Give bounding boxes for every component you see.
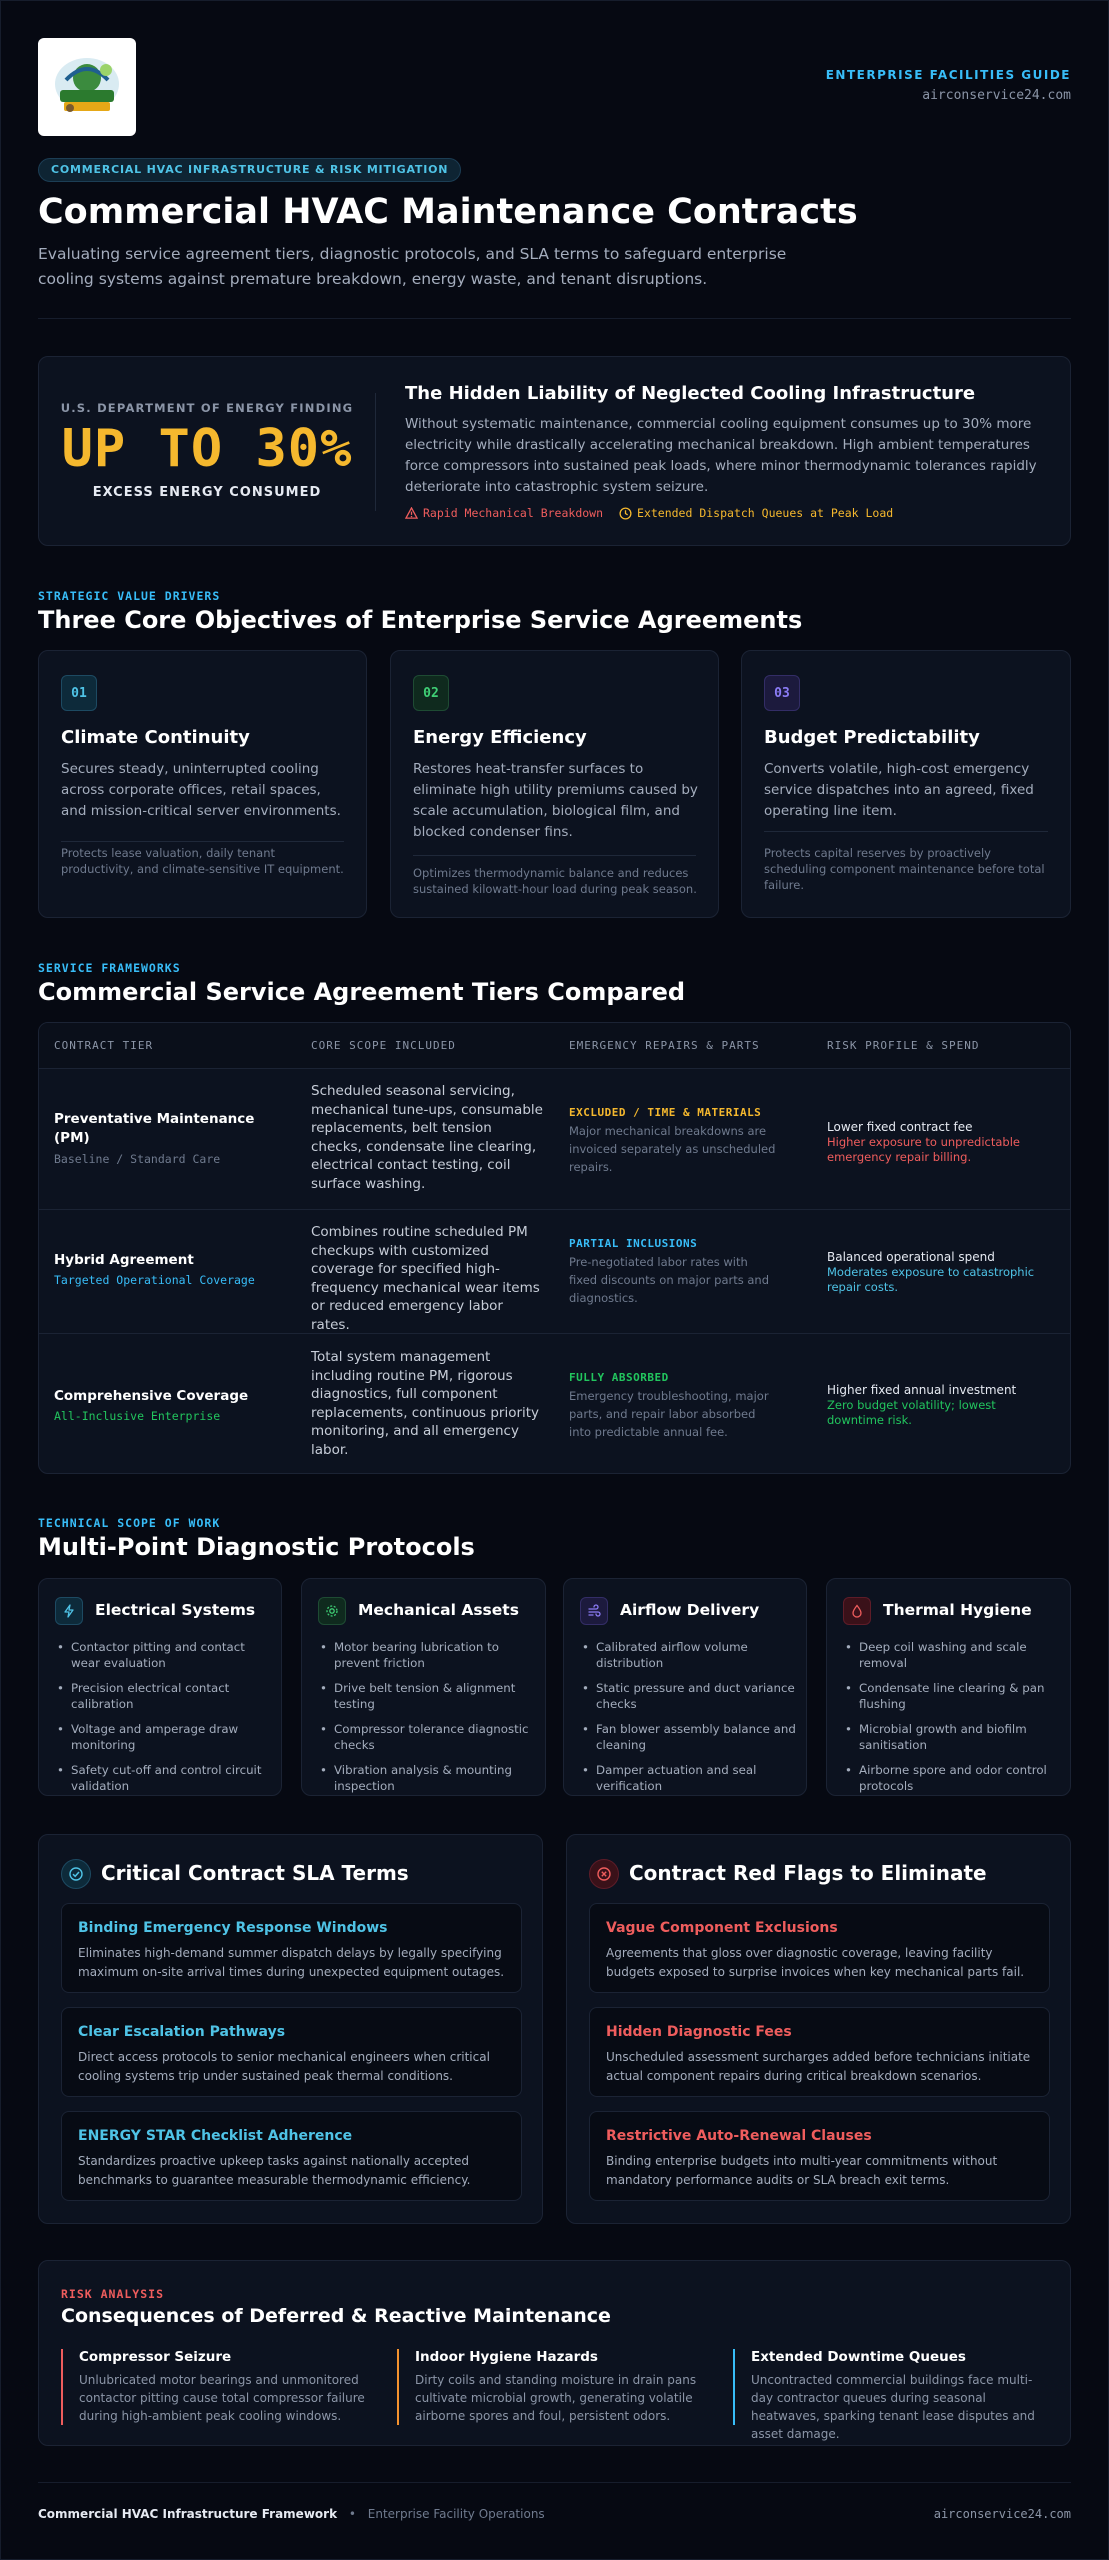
clock-icon	[619, 507, 632, 520]
tier-risk-profile: Moderates exposure to catastrophic repair costs.	[827, 1265, 1035, 1294]
objective-number: 03	[764, 675, 800, 711]
objective-number: 01	[61, 675, 97, 711]
diagnostic-list	[55, 1639, 271, 1803]
page-subtitle: Evaluating service agreement tiers, diagnostic protocols, and SLA terms to safeguard enterprise cooling systems against premature breakdown, energy waste, and tenant disruptions.	[38, 245, 787, 288]
header-meta	[826, 68, 1071, 103]
objective-card-energy	[390, 650, 719, 918]
tier-emergency-detail: Major mechanical breakdowns are invoiced separately as unscheduled repairs.	[569, 1124, 776, 1174]
footer-site-link[interactable]: airconservice24.com	[933, 2507, 1071, 2521]
category-badge: COMMERCIAL HVAC INFRASTRUCTURE & RISK MITIGATION	[38, 158, 461, 182]
list-item: • Safety cut-off and control circuit validation	[55, 1762, 271, 1794]
diagnostics-kicker: TECHNICAL SCOPE OF WORK	[38, 1516, 221, 1530]
x-circle-icon	[589, 1859, 619, 1889]
finding-subtext: EXCESS ENERGY CONSUMED	[92, 485, 322, 500]
footer-department: Enterprise Facility Operations	[367, 2507, 545, 2521]
list-item: • Drive belt tension & alignment testing	[318, 1680, 534, 1712]
list-item: • Damper actuation and seal verification	[580, 1762, 796, 1794]
objective-body: Converts volatile, high-cost emergency service dispatches into an agreed, fixed operating line item.	[764, 761, 1034, 819]
sla-item-title: ENERGY STAR Checklist Adherence	[78, 2128, 353, 2144]
finding-divider	[375, 393, 376, 511]
list-item: • Precision electrical contact calibration	[55, 1680, 271, 1712]
redflags-title: Contract Red Flags to Eliminate	[629, 1861, 987, 1885]
sla-item	[61, 2007, 522, 2097]
tier-name: Comprehensive Coverage	[54, 1388, 249, 1404]
risk-item-title: Indoor Hygiene Hazards	[415, 2349, 598, 2365]
risk-item	[397, 2349, 712, 2425]
list-item: • Calibrated airflow volume distribution	[580, 1639, 796, 1671]
objective-divider	[764, 831, 1048, 832]
list-item: • Motor bearing lubrication to prevent friction	[318, 1639, 534, 1671]
sla-item-body: Eliminates high-demand summer dispatch delays by legally specifying maximum on-site arrival times during unexpected equipment outages.	[78, 1946, 505, 1979]
sla-item-body: Direct access protocols to senior mechanical engineers when critical cooling systems trip under sustained peak thermal conditions.	[78, 2050, 490, 2083]
objective-footnote: Optimizes thermodynamic balance and reduces sustained kilowatt-hour load during peak season.	[413, 866, 697, 896]
header-divider	[38, 318, 1071, 319]
finding-paragraph: Without systematic maintenance, commercial cooling equipment consumes up to 30% more electricity while drastically accelerating mechanical breakdown. High ambient temperatures force compressors into sustained peak loads, where minor thermodynamic tolerances rapidly deteriorate into catastrophic system seizure.	[405, 416, 1037, 495]
footer-separator: •	[348, 2507, 356, 2521]
sla-item-body: Standardizes proactive upkeep tasks against nationally accepted benchmarks to guarantee measurable thermodynamic efficiency.	[78, 2154, 471, 2187]
diagnostics-title: Multi-Point Diagnostic Protocols	[38, 1533, 475, 1561]
tier-name: Hybrid Agreement	[54, 1252, 194, 1268]
gear-icon	[318, 1597, 346, 1625]
list-item: • Condensate line clearing & pan flushing	[843, 1680, 1059, 1712]
footer-left	[38, 2507, 545, 2521]
guide-label: ENTERPRISE FACILITIES GUIDE	[825, 68, 1071, 82]
page-title: Commercial HVAC Maintenance Contracts	[38, 192, 858, 232]
finding-tags	[405, 506, 1045, 520]
diagnostic-list	[843, 1639, 1059, 1803]
redflag-item-title: Hidden Diagnostic Fees	[606, 2024, 792, 2040]
tiers-title: Commercial Service Agreement Tiers Compared	[38, 978, 686, 1006]
diagnostic-card-mechanical	[301, 1578, 546, 1796]
risk-kicker: RISK ANALYSIS	[61, 2287, 165, 2301]
risk-item-title: Compressor Seizure	[79, 2349, 232, 2365]
list-item: • Microbial growth and biofilm sanitisation	[843, 1721, 1059, 1753]
sla-terms-panel	[38, 1834, 543, 2224]
table-row	[39, 1070, 1071, 1210]
tier-subtitle: Targeted Operational Coverage	[54, 1273, 255, 1287]
droplet-icon	[843, 1597, 871, 1625]
tier-scope: Scheduled seasonal servicing, mechanical tune-ups, consumable replacements, belt tension checks, condensate line clearing, electrical contact testing, coil surface washing.	[311, 1083, 543, 1192]
objective-footnote: Protects capital reserves by proactively scheduling component maintenance before total failure.	[764, 846, 1045, 892]
finding-body	[405, 383, 1045, 520]
diagnostic-card-thermal	[826, 1578, 1071, 1796]
risk-analysis-card	[38, 2260, 1071, 2446]
objective-divider	[413, 855, 696, 856]
tier-risk-profile: Zero budget volatility; lowest downtime risk.	[827, 1398, 996, 1427]
footer-divider	[38, 2482, 1071, 2483]
objectives-title: Three Core Objectives of Enterprise Service Agreements	[38, 606, 803, 634]
tier-risk-spend: Higher fixed annual investment	[827, 1383, 1017, 1397]
list-item: • Compressor tolerance diagnostic checks	[318, 1721, 534, 1753]
objective-body: Restores heat-transfer surfaces to eliminate high utility premiums caused by scale accumulation, biological film, and blocked condenser fins.	[413, 761, 698, 840]
column-header-tier: CONTRACT TIER	[54, 1039, 154, 1052]
risk-item-body: Unlubricated motor bearings and unmonitored contactor pitting cause total compressor failure during high-ambient peak cooling windows.	[79, 2373, 365, 2423]
objective-title: Energy Efficiency	[413, 727, 587, 748]
sla-item-title: Binding Emergency Response Windows	[78, 1920, 388, 1936]
finding-kicker: U.S. DEPARTMENT OF ENERGY FINDING	[60, 401, 354, 415]
risk-item	[733, 2349, 1048, 2441]
list-item: • Voltage and amperage draw monitoring	[55, 1721, 271, 1753]
tier-emergency-detail: Emergency troubleshooting, major parts, and repair labor absorbed into predictable annual fee.	[569, 1389, 769, 1439]
diagnostic-title: Electrical Systems	[95, 1601, 256, 1619]
list-item: • Fan blower assembly balance and cleaning	[580, 1721, 796, 1753]
tier-scope: Total system management including routine PM, rigorous diagnostics, full component replacements, continuous priority monitoring, and all emergency labor.	[311, 1349, 540, 1458]
column-header-risk: RISK PROFILE & SPEND	[827, 1039, 980, 1052]
tier-subtitle: Baseline / Standard Care	[54, 1152, 221, 1166]
redflag-item	[589, 1903, 1050, 1993]
tier-name: Preventative Maintenance (PM)	[54, 1111, 255, 1146]
check-circle-icon	[61, 1859, 91, 1889]
diagnostic-title: Airflow Delivery	[620, 1601, 760, 1619]
risk-title: Consequences of Deferred & Reactive Maintenance	[61, 2305, 611, 2327]
risk-item-body: Dirty coils and standing moisture in drain pans cultivate microbial growth, generating volatile airborne spores and foul, persistent odors.	[415, 2373, 697, 2423]
redflag-item-body: Unscheduled assessment surcharges added before technicians initiate actual component repairs during critical breakdown scenarios.	[606, 2050, 1031, 2083]
column-header-emergency: EMERGENCY REPAIRS & PARTS	[569, 1039, 760, 1052]
tier-risk-spend: Lower fixed contract fee	[827, 1120, 973, 1134]
tier-risk-profile: Higher exposure to unpredictable emergency repair billing.	[827, 1135, 1020, 1164]
red-flags-panel	[566, 1834, 1071, 2224]
sla-item-title: Clear Escalation Pathways	[78, 2024, 286, 2040]
diagnostic-list	[580, 1639, 796, 1803]
list-item: • Static pressure and duct variance checks	[580, 1680, 796, 1712]
fan-icon	[580, 1597, 608, 1625]
objective-card-budget	[741, 650, 1071, 918]
redflag-item-body: Binding enterprise budgets into multi-year commitments without mandatory performance audits or SLA breach exit terms.	[606, 2154, 998, 2187]
redflag-item-body: Agreements that gloss over diagnostic coverage, leaving facility budgets exposed to surprise invoices when key mechanical parts fail.	[606, 1946, 1025, 1979]
sla-item	[61, 1903, 522, 1993]
site-link[interactable]: airconservice24.com	[922, 88, 1071, 103]
tier-emergency-status: PARTIAL INCLUSIONS	[569, 1237, 698, 1250]
list-item: • Contactor pitting and contact wear evaluation	[55, 1639, 271, 1671]
redflag-item-title: Restrictive Auto-Renewal Clauses	[606, 2128, 872, 2144]
tier-emergency-detail: Pre-negotiated labor rates with fixed discounts on major parts and diagnostics.	[569, 1255, 770, 1305]
table-row	[39, 1335, 1071, 1474]
objective-divider	[61, 841, 344, 842]
dispatch-tag-label: Extended Dispatch Queues at Peak Load	[637, 506, 894, 520]
list-item: • Deep coil washing and scale removal	[843, 1639, 1059, 1671]
tier-subtitle: All-Inclusive Enterprise	[54, 1409, 221, 1423]
risk-item	[61, 2349, 376, 2425]
list-item: • Airborne spore and odor control protocols	[843, 1762, 1059, 1794]
finding-heading: The Hidden Liability of Neglected Cooling Infrastructure	[405, 383, 976, 404]
tier-risk-spend: Balanced operational spend	[827, 1250, 995, 1264]
brand-logo[interactable]	[38, 38, 136, 136]
objective-footnote: Protects lease valuation, daily tenant productivity, and climate-sensitive IT equipment.	[61, 846, 344, 876]
dispatch-tag	[619, 506, 893, 520]
objective-title: Climate Continuity	[61, 727, 250, 748]
doe-finding-card	[38, 356, 1071, 546]
list-item: • Vibration analysis & mounting inspection	[318, 1762, 534, 1794]
diagnostic-list	[318, 1639, 534, 1803]
objective-card-climate	[38, 650, 367, 918]
redflag-item	[589, 2111, 1050, 2201]
risk-item-body: Uncontracted commercial buildings face multi-day contractor queues during seasonal heatwaves, sparking tenant lease disputes and asset damage.	[751, 2373, 1035, 2441]
tiers-table	[38, 1022, 1071, 1474]
diagnostic-card-airflow	[563, 1578, 807, 1796]
breakdown-tag	[405, 506, 603, 520]
sla-title: Critical Contract SLA Terms	[101, 1861, 409, 1885]
tier-scope: Combines routine scheduled PM checkups with customized coverage for specified high-frequency mechanical wear items or reduced emergency labor rates.	[311, 1224, 540, 1333]
lightning-icon	[55, 1597, 83, 1625]
sla-item	[61, 2111, 522, 2201]
finding-stat	[39, 357, 375, 547]
tier-emergency-status: EXCLUDED / TIME & MATERIALS	[569, 1106, 762, 1119]
objective-title: Budget Predictability	[764, 727, 980, 748]
diagnostic-title: Thermal Hygiene	[883, 1601, 1032, 1619]
objective-number: 02	[413, 675, 449, 711]
logo-graphic	[44, 44, 130, 130]
diagnostic-card-electrical	[38, 1578, 282, 1796]
breakdown-tag-label: Rapid Mechanical Breakdown	[423, 506, 604, 520]
column-header-scope: CORE SCOPE INCLUDED	[311, 1039, 456, 1052]
redflag-item-title: Vague Component Exclusions	[606, 1920, 838, 1936]
diagnostic-title: Mechanical Assets	[358, 1601, 519, 1619]
risk-item-title: Extended Downtime Queues	[751, 2349, 966, 2365]
finding-big-number: UP TO 30%	[61, 419, 353, 479]
footer-brand: Commercial HVAC Infrastructure Framework	[38, 2507, 338, 2521]
warning-icon	[405, 507, 418, 520]
objective-body: Secures steady, uninterrupted cooling across corporate offices, retail spaces, and mission-critical server environments.	[61, 761, 341, 819]
redflag-item	[589, 2007, 1050, 2097]
tiers-kicker: SERVICE FRAMEWORKS	[38, 961, 181, 975]
tier-emergency-status: FULLY ABSORBED	[569, 1371, 669, 1384]
table-row	[39, 1211, 1071, 1334]
objectives-kicker: STRATEGIC VALUE DRIVERS	[38, 589, 221, 603]
